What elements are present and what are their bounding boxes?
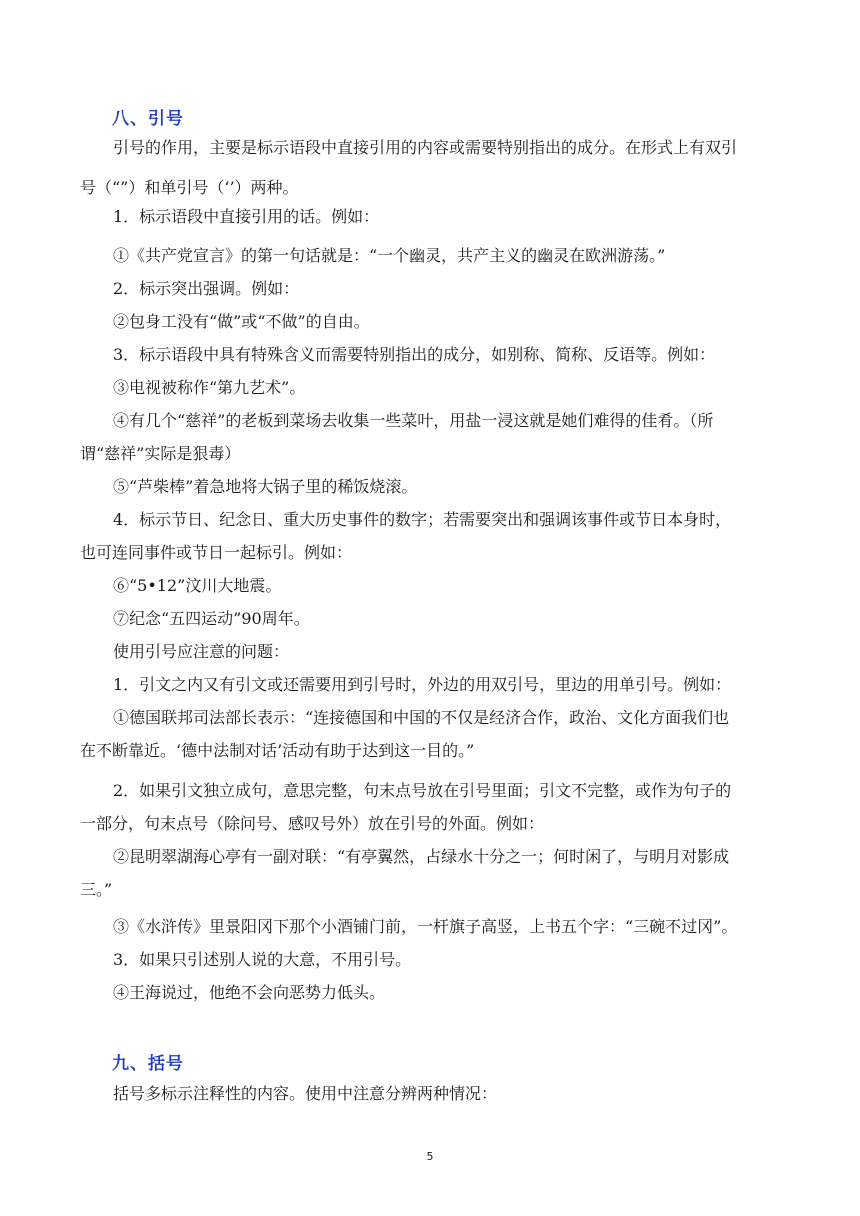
paragraph: 一部分，句末点号（除问号、感叹号外）放在引号的外面。例如： xyxy=(80,814,545,833)
paragraph: 2．标示突出强调。例如： xyxy=(113,279,300,298)
paragraph: 3．如果只引述别人说的大意，不用引号。 xyxy=(113,950,412,969)
paragraph: ②昆明翠湖海心亭有一副对联：“有亭翼然，占绿水十分之一；何时闲了，与明月对影成 xyxy=(113,847,730,866)
paragraph: ③《水浒传》里景阳冈下那个小酒铺门前，一杆旗子高竖，上书五个字：“三碗不过冈”。 xyxy=(113,917,738,936)
paragraph: 括号多标示注释性的内容。使用中注意分辨两种情况： xyxy=(113,1084,498,1103)
page-number: 5 xyxy=(426,1150,434,1163)
paragraph: ⑤“芦柴棒”着急地将大锅子里的稀饭烧滚。 xyxy=(113,477,418,496)
paragraph: 使用引号应注意的问题： xyxy=(113,642,290,661)
paragraph: ①《共产党宣言》的第一句话就是：“一个幽灵，共产主义的幽灵在欧洲游荡。” xyxy=(113,246,666,265)
paragraph: 号（“”）和单引号（‘’）两种。 xyxy=(80,178,299,197)
paragraph: 3．标示语段中具有特殊含义而需要特别指出的成分，如别称、简称、反语等。例如： xyxy=(113,345,716,364)
paragraph: 引号的作用，主要是标示语段中直接引用的内容或需要特别指出的成分。在形式上有双引 xyxy=(113,138,738,157)
paragraph: 1．标示语段中直接引用的话。例如： xyxy=(113,207,380,226)
paragraph: 在不断靠近。‘德中法制对话’活动有助于达到这一目的。” xyxy=(80,741,475,760)
paragraph: ③电视被称作“第九艺术”。 xyxy=(113,378,306,397)
paragraph: ⑥“5•12”汶川大地震。 xyxy=(113,576,282,595)
paragraph: 4．标示节日、纪念日、重大历史事件的数字；若需要突出和强调该事件或节日本身时， xyxy=(113,510,732,529)
paragraph: ④王海说过，他绝不会向恶势力低头。 xyxy=(113,983,386,1002)
section-heading-brackets: 九、括号 xyxy=(112,1054,184,1074)
paragraph: 1．引文之内又有引文或还需要用到引号时，外边的用双引号，里边的用单引号。例如： xyxy=(113,675,732,694)
paragraph: 2．如果引文独立成句，意思完整，句末点号放在引号里面；引文不完整，或作为句子的 xyxy=(113,781,732,800)
paragraph: ①德国联邦司法部长表示：“连接德国和中国的不仅是经济合作，政治、文化方面我们也 xyxy=(113,708,730,727)
paragraph: 三。” xyxy=(80,880,113,899)
paragraph: 也可连同事件或节日一起标引。例如： xyxy=(80,543,353,562)
paragraph: ④有几个“慈祥”的老板到菜场去收集一些菜叶，用盐一浸这就是她们难得的佳肴。（所 xyxy=(113,411,714,430)
paragraph: 谓“慈祥”实际是狠毒） xyxy=(80,444,241,463)
paragraph: ⑦纪念“五四运动”90周年。 xyxy=(113,609,310,628)
section-heading-quotes: 八、引号 xyxy=(112,109,184,129)
paragraph: ②包身工没有“做”或“不做”的自由。 xyxy=(113,312,370,331)
